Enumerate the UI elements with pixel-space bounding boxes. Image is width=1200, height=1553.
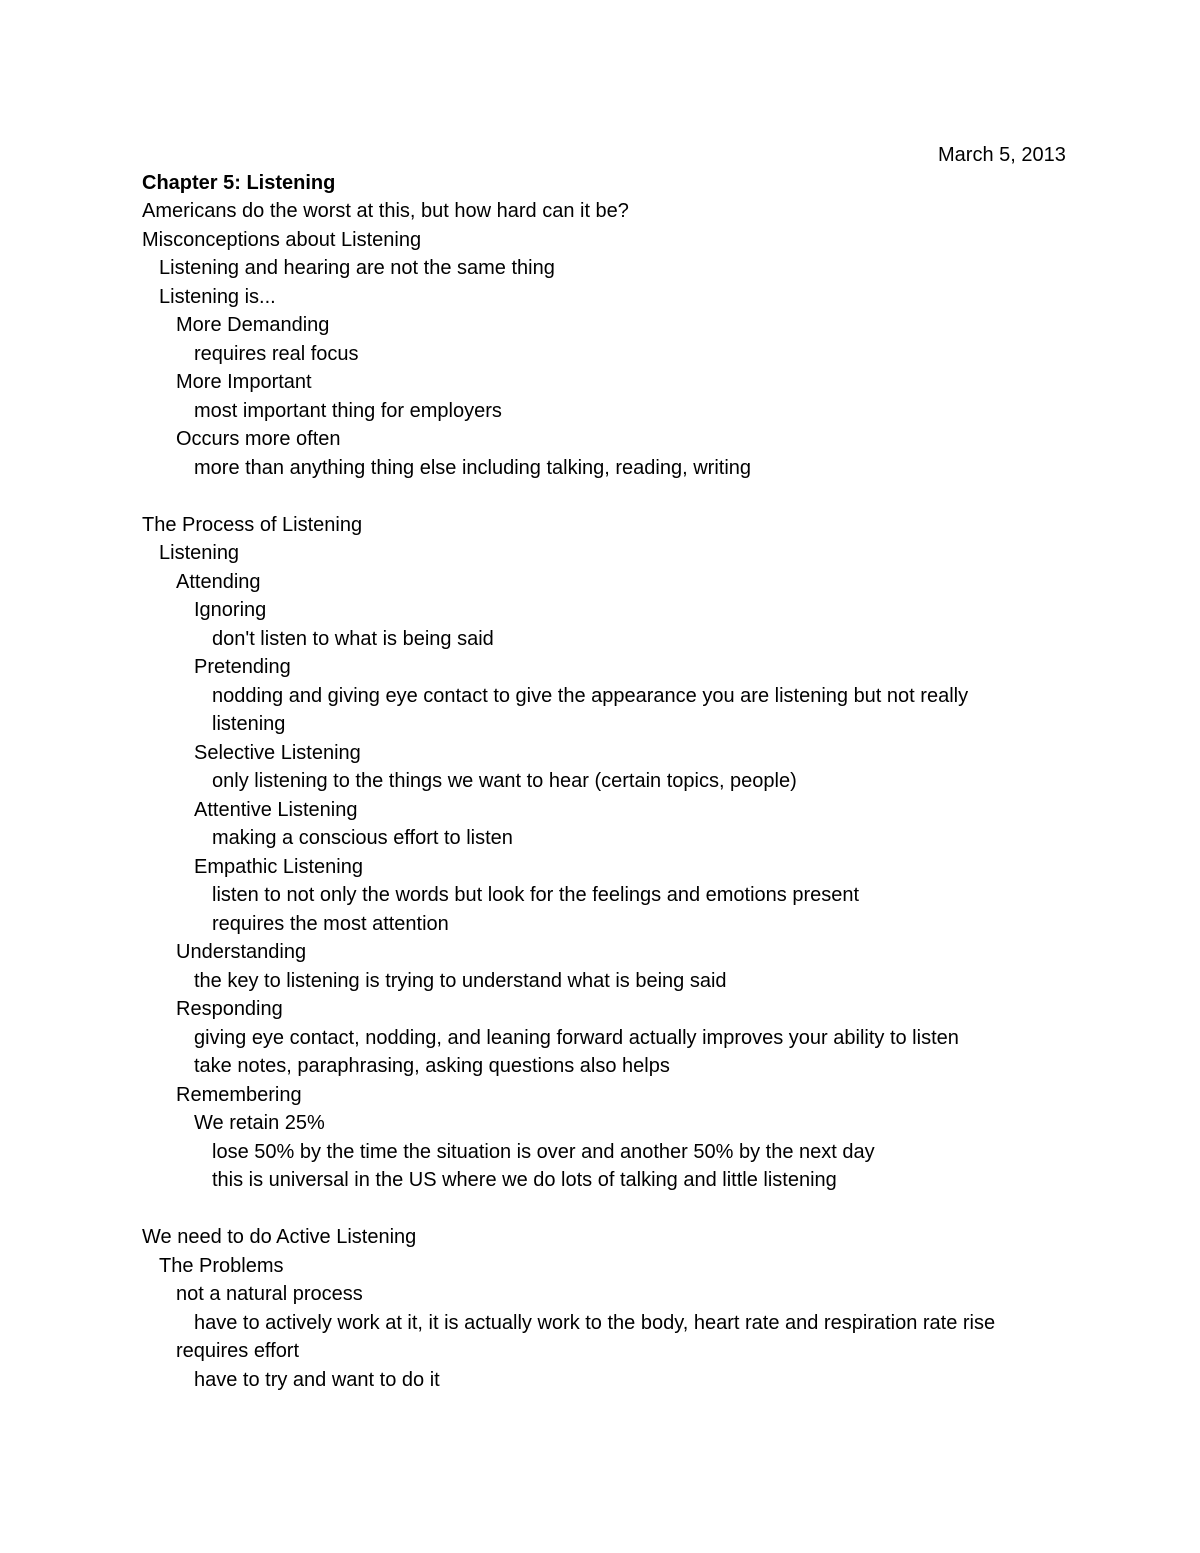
outline-item-level-2: More Demanding — [176, 314, 330, 336]
outline-item-level-4: don't listen to what is being said — [212, 627, 494, 650]
outline-item-level-2: Understanding — [176, 941, 307, 963]
outline-item-level-0: Misconceptions about Listening — [142, 228, 422, 251]
outline-item-level-3: giving eye contact, nodding, and leaning forward actually improves your ability to listen — [194, 1026, 959, 1049]
outline-item-level-2: requires effort — [176, 1340, 300, 1362]
outline-item-level-0: Americans do the worst at this, but how hard can it be? — [142, 200, 629, 222]
outline-item-level-4: this is universal in the US where we do lots of talking and little listening — [212, 1169, 837, 1191]
outline-item-level-3: have to actively work at it, it is actually work to the body, heart rate and respiration rate rise — [194, 1311, 996, 1334]
outline-item-level-4: requires the most attention — [212, 912, 449, 935]
outline-item-level-4: making a conscious effort to listen — [212, 827, 513, 849]
outline-item-level-3: Pretending — [194, 656, 291, 678]
document-title: Chapter 5: Listening — [142, 172, 336, 194]
outline-item-level-3: most important thing for employers — [194, 399, 502, 422]
outline-item-level-3: Empathic Listening — [194, 855, 363, 878]
outline-item-level-2: Responding — [176, 998, 283, 1020]
notes-outline — [142, 197, 1102, 1394]
outline-item-level-4: only listening to the things we want to hear (certain topics, people) — [212, 770, 797, 792]
blank-line — [142, 482, 1102, 511]
outline-item-level-1: Listening is... — [159, 285, 276, 308]
outline-item-level-3: Attentive Listening — [194, 798, 358, 821]
outline-item-level-2: not a natural process — [176, 1283, 363, 1305]
outline-item-level-3: Selective Listening — [194, 741, 361, 764]
outline-item-level-0: The Process of Listening — [142, 513, 363, 536]
outline-item-level-0: We need to do Active Listening — [142, 1226, 417, 1248]
outline-item-level-3: have to try and want to do it — [194, 1368, 440, 1391]
outline-item-level-3: We retain 25% — [194, 1112, 325, 1134]
outline-item-level-3: Ignoring — [194, 599, 267, 621]
blank-line — [142, 1195, 1102, 1224]
outline-item-level-3: requires real focus — [194, 342, 359, 365]
outline-item-level-1: Listening — [159, 542, 240, 564]
outline-item-level-4: listen to not only the words but look for the feelings and emotions present — [212, 884, 860, 906]
outline-item-level-3: the key to listening is trying to understand what is being said — [194, 969, 727, 992]
outline-item-level-2: More Important — [176, 371, 312, 393]
outline-item-level-1: Listening and hearing are not the same thing — [159, 257, 555, 279]
outline-item-level-3: take notes, paraphrasing, asking questions also helps — [194, 1055, 670, 1077]
document-date: March 5, 2013 — [938, 144, 1066, 166]
outline-item-level-2: Attending — [176, 570, 261, 593]
outline-item-level-4: nodding and giving eye contact to give the appearance you are listening but not really listening — [212, 684, 969, 735]
outline-item-level-2: Occurs more often — [176, 428, 341, 450]
outline-item-level-4: lose 50% by the time the situation is over and another 50% by the next day — [212, 1140, 875, 1163]
outline-item-level-2: Remembering — [176, 1083, 302, 1106]
outline-item-level-3: more than anything thing else including talking, reading, writing — [194, 456, 752, 479]
outline-item-level-1: The Problems — [159, 1254, 284, 1277]
